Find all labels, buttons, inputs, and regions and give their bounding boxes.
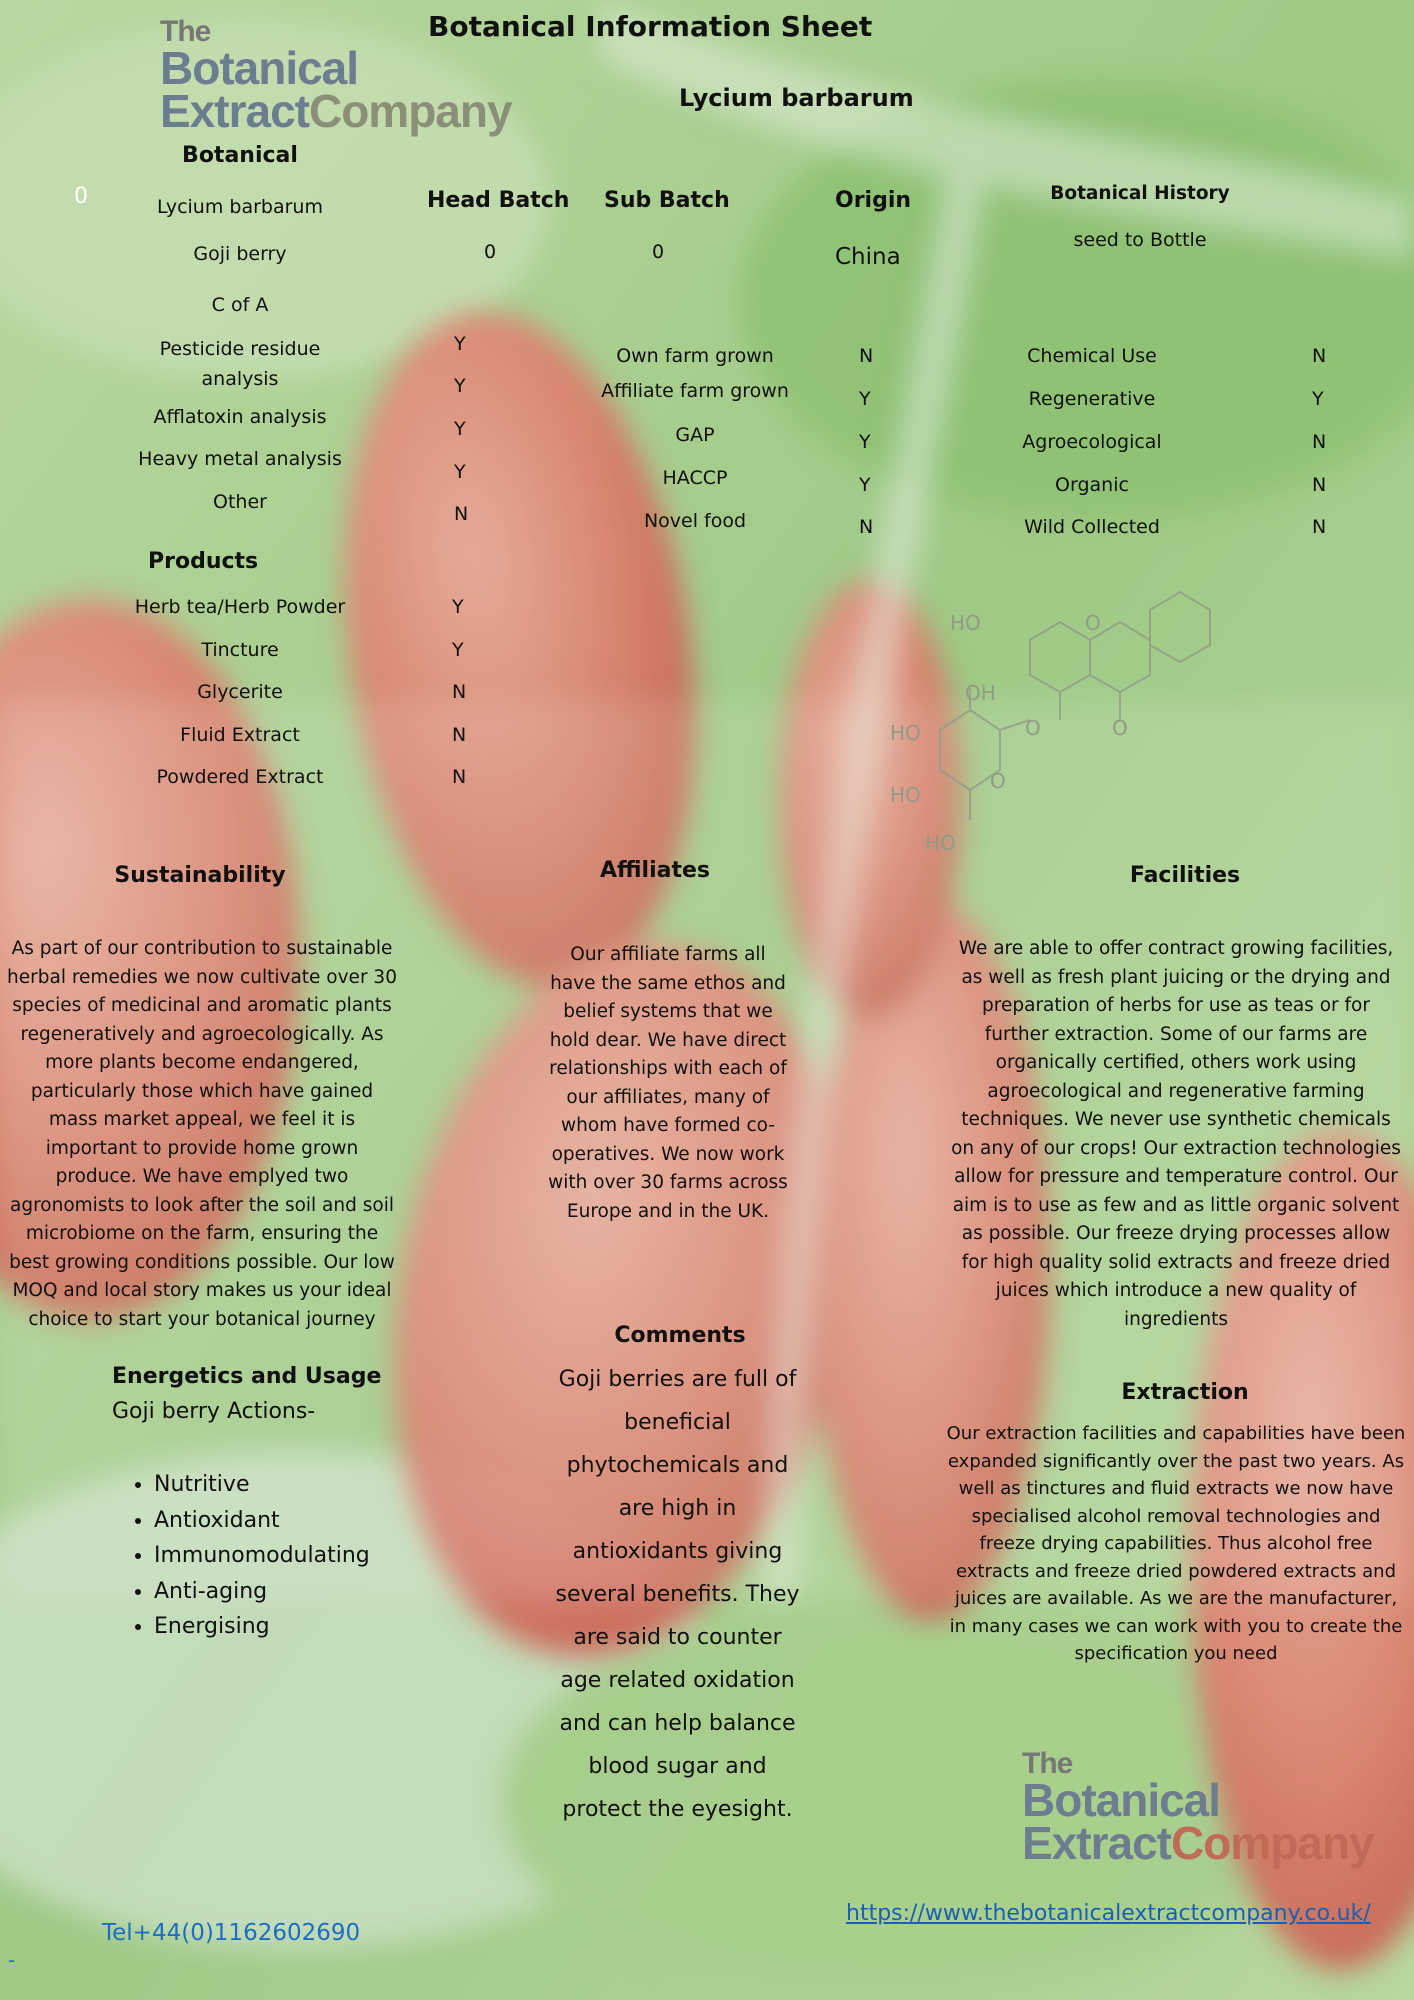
practice-agroecological: Agroecological [1022,431,1162,453]
head-batch-value: 0 [484,241,497,263]
origin-label: Origin [835,188,912,213]
logo-extract: Extract [160,85,309,138]
practice-wild-collected: Wild Collected [1024,516,1160,538]
logo-the: The [160,15,211,48]
molecule-label-o: O [990,769,1006,793]
coa-item-aflatoxin: Afflatoxin analysis [153,406,327,428]
logo-botanical: Botanical [160,41,359,94]
energetics-subheading: Goji berry Actions- [112,1399,316,1424]
coa-value: Y [454,461,466,483]
website-link[interactable]: https://www.thebotanicalextractcompany.co.uk/ [846,1901,1371,1926]
coa-value: Y [454,333,466,355]
farming-value: Y [859,388,871,410]
origin-value: China [835,244,901,270]
molecule-label-ho: HO [890,783,921,807]
logo-company: Company [1170,1817,1374,1870]
farming-value: Y [859,474,871,496]
practice-value: N [1312,431,1327,453]
sustainability-text: As part of our contribution to sustainable herbal remedies we now cultivate over 30 species of medicinal and aromatic plants regeneratively and agroecologically. As more plants become endangered, particularly those which have gained mass market appeal, we feel it is important to provide home grown produce. We have emplyed two agronomists to look after the soil and soil microbiome on the farm, ensuring the best growing conditions possible. Our low MOQ and local story makes us your ideal choice to start your botanical journey [7,938,397,1330]
farming-value: Y [859,431,871,453]
product-value: Y [452,639,464,661]
molecule-label-oh: OH [965,681,996,705]
facilities-text: We are able to offer contract growing facilities, as well as fresh plant juicing or the drying and preparation of herbs for use as teas or for further extraction. Some of our farms are organically certified, others work using agroecological and regenerative farming techniques. We never use synthetic chemicals on any of our crops! Our extraction technologies allow for pressure and temperature control. Our aim is to use as few and as little organic solvent as possible. Our freeze drying processes allow for high quality solid extracts and freeze dried juices which introduce a new quality of ingredients [951,938,1401,1330]
phone-number[interactable]: Tel+44(0)1162602690 [102,1920,361,1946]
practice-value: Y [1312,388,1324,410]
molecule-label-ho: HO [925,831,956,855]
comments-heading: Comments [614,1323,746,1348]
practice-value: N [1312,474,1327,496]
stray-value: 0 [74,184,88,209]
product-value: N [452,766,467,788]
practice-chemical-use: Chemical Use [1027,345,1157,367]
coa-heading: C of A [211,294,269,316]
farming-value: N [859,516,874,538]
molecule-label-o: O [1085,611,1101,635]
products-heading: Products [148,549,259,574]
action-item: • Nutritive [154,1467,370,1503]
farming-value: N [859,345,874,367]
affiliates-text: Our affiliate farms all have the same ethos and belief systems that we hold dear. We have direct relationships with each of our affiliates, many of whom have formed co-operatives. We now work with over 30 farms across Europe and in the UK. [548,944,788,1222]
action-item: • Immunomodulating [154,1538,370,1574]
botanical-history-value: seed to Bottle [1073,229,1207,251]
product-herb-tea: Herb tea/Herb Powder [134,596,346,618]
farming-affiliate-farm: Affiliate farm grown [601,380,789,402]
facilities-heading: Facilities [1129,863,1241,888]
logo-company: Company [308,85,512,138]
head-batch-label: Head Batch [427,188,570,213]
extraction-text: Our extraction facilities and capabilities have been expanded significantly over the past two years. As well as tinctures and fluid extracts we now have specialised alcohol removal technologies and freeze drying capabilities. Thus alcohol free extracts and freeze dried powdered extracts and juices are available. As we are the manufacturer, in many cases we can work with you to create the specification you need [946,1423,1406,1664]
product-fluid-extract: Fluid Extract [180,724,300,746]
logo-botanical: Botanical [1022,1773,1221,1826]
coa-item-pesticide: Pesticide residue analysis [159,338,321,390]
practice-value: N [1312,345,1327,367]
practice-regenerative: Regenerative [1028,388,1156,410]
common-name: Goji berry [193,243,287,265]
page-title: Botanical Information Sheet [428,10,873,43]
practice-value: N [1312,516,1327,538]
footer-dash: - [8,1948,16,1972]
farming-own-farm: Own farm grown [616,345,774,367]
coa-value: Y [454,418,466,440]
product-value: N [452,724,467,746]
molecule-label-o: O [1112,716,1128,740]
energetics-heading: Energetics and Usage [112,1364,382,1389]
species-title: Lycium barbarum [679,84,914,112]
product-value: Y [452,596,464,618]
logo-the: The [1022,1747,1073,1780]
coa-value: Y [454,375,466,397]
botanical-heading: Botanical [182,143,298,168]
molecule-label-o: O [1025,716,1041,740]
farming-gap: GAP [675,424,715,446]
sustainability-heading: Sustainability [114,863,286,888]
actions-list [112,1467,370,1645]
product-glycerite: Glycerite [197,681,283,703]
sub-batch-label: Sub Batch [604,188,730,213]
coa-value: N [454,503,469,525]
botanical-history-heading: Botanical History [1050,183,1230,204]
coa-item-heavy-metal: Heavy metal analysis [138,448,342,470]
action-item: • Antioxidant [154,1503,370,1539]
extraction-heading: Extraction [1121,1380,1249,1405]
sub-batch-value: 0 [652,241,665,263]
comments-text: Goji berries are full of beneficial phytochemicals and are high in antioxidants giving several benefits. They are said to counter age related oxidation and can help balance blood sugar and protect the eyesight. [555,1367,800,1822]
coa-item-other: Other [213,491,267,513]
company-logo-footer [1022,1747,1374,1870]
practice-organic: Organic [1055,474,1129,496]
product-tincture: Tincture [201,639,279,661]
flavonoid-structure-watermark [880,570,1220,870]
farming-haccp: HACCP [662,467,728,489]
molecule-label-ho: HO [890,721,921,745]
affiliates-heading: Affiliates [599,858,711,883]
logo-extract: Extract [1022,1817,1171,1870]
product-value: N [452,681,467,703]
molecule-label-ho: HO [950,611,981,635]
latin-name: Lycium barbarum [157,196,323,218]
farming-novel-food: Novel food [643,510,747,532]
action-item: • Anti-aging [154,1574,370,1610]
product-powdered-extract: Powdered Extract [156,766,324,788]
action-item: • Energising [154,1609,370,1645]
